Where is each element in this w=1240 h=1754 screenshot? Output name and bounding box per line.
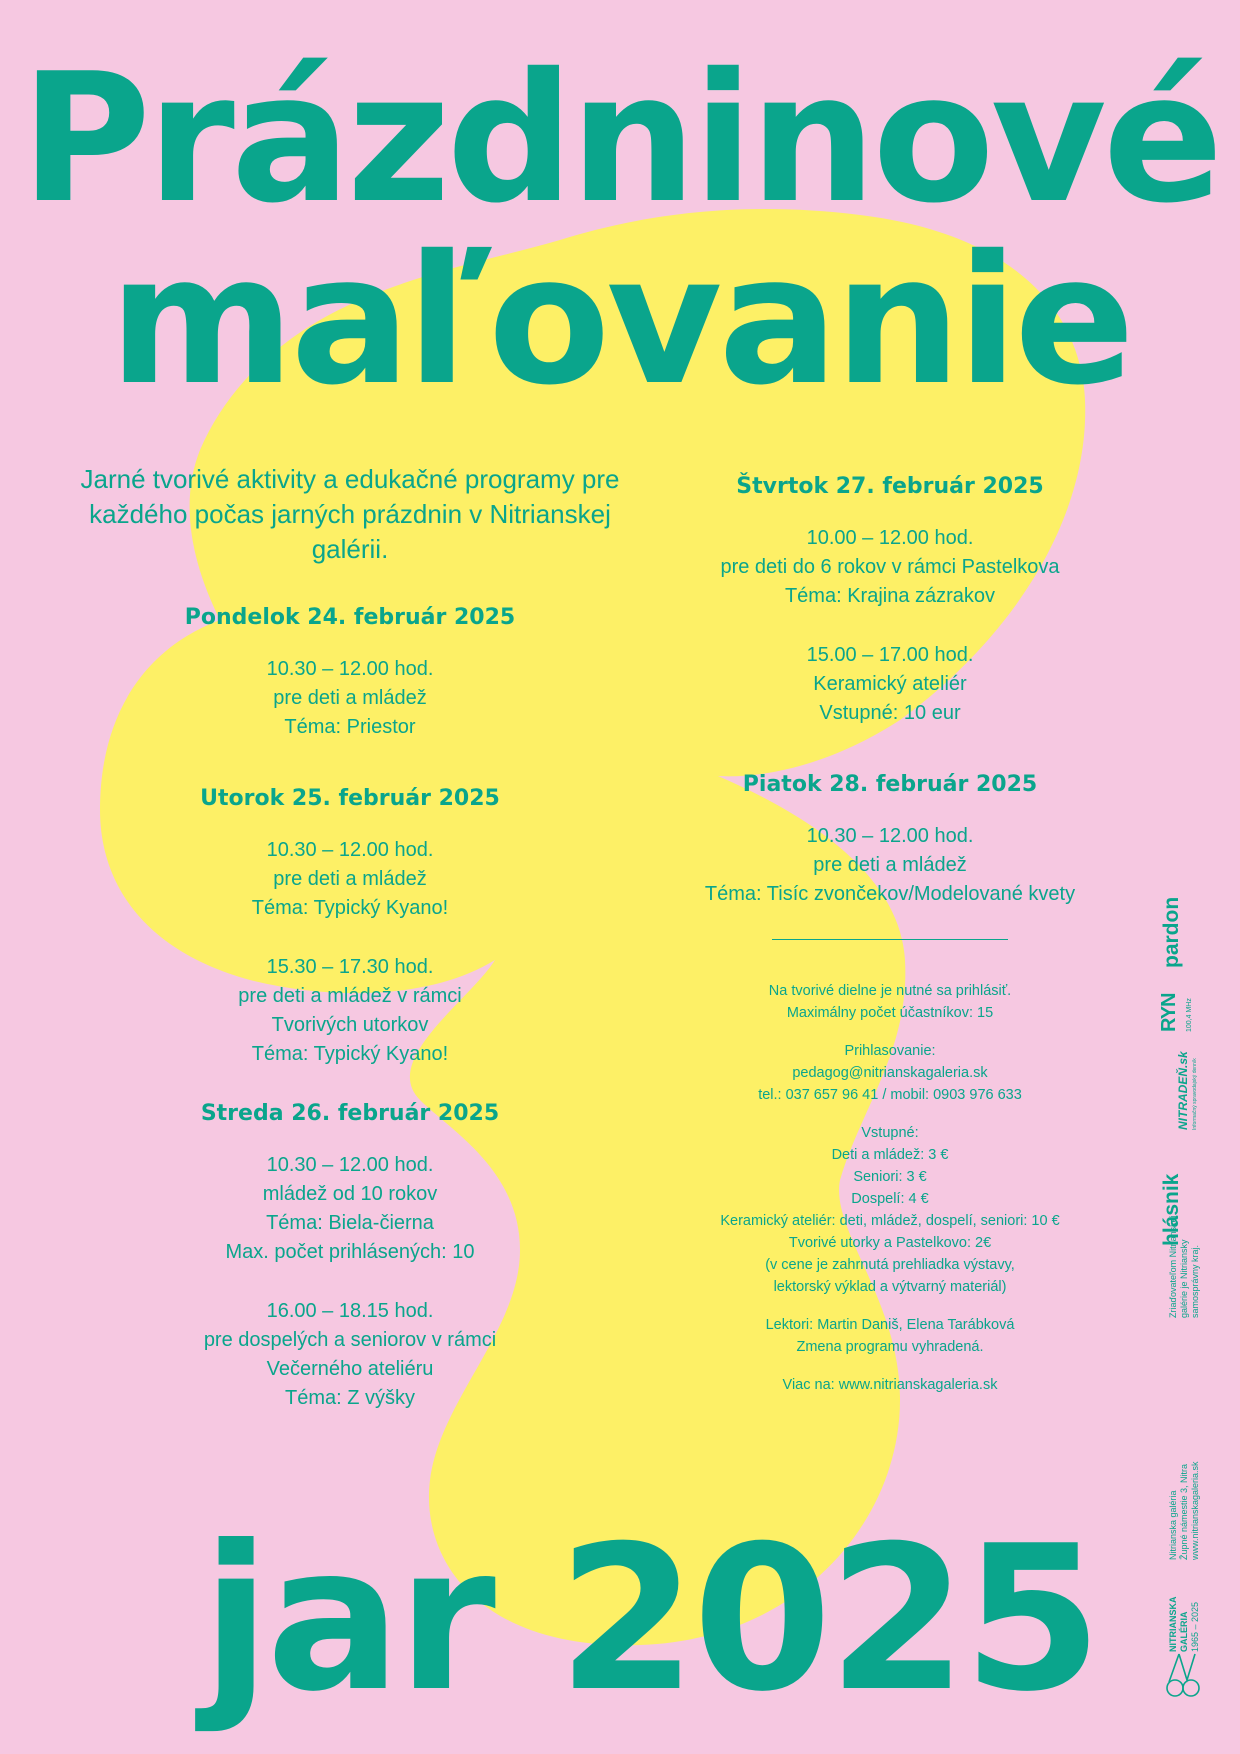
session-theme: Téma: Tisíc zvončekov/Modelované kvety — [704, 883, 1076, 905]
info-line: Zmena programu vyhradená. — [796, 1339, 984, 1355]
session — [650, 524, 1130, 611]
info-line: Na tvorivé dielne je nutné sa prihlásiť. — [768, 983, 1012, 999]
info-contact — [650, 1040, 1130, 1106]
info-line: Keramický ateliér: deti, mládež, dospelí, seniori: 10 € — [720, 1213, 1060, 1229]
session-time: 10.30 – 12.00 hod. — [266, 839, 434, 861]
day-heading: Štvrtok 27. február 2025 — [736, 474, 1044, 499]
info-line: Tvorivé utorky a Pastelkovo: 2€ — [788, 1235, 992, 1251]
session-theme: Téma: Z výšky — [284, 1387, 415, 1409]
session-theme: Téma: Krajina zázrakov — [784, 585, 996, 607]
info-line: (v cene je zahrnutá prehliadka výstavy, — [765, 1257, 1015, 1273]
session — [650, 822, 1130, 909]
session — [80, 655, 620, 742]
session-theme: Téma: Biela-čierna — [266, 1212, 434, 1234]
address-line: Župné námestie 3, Nitra — [1179, 1463, 1189, 1560]
right-column — [650, 472, 1130, 1412]
info-line: Maximálny počet účastníkov: 15 — [786, 1005, 994, 1021]
session-time: 10.30 – 12.00 hod. — [806, 825, 974, 847]
session-capacity: Max. počet prihlásených: 10 — [225, 1241, 475, 1263]
gallery-line: NITRIANSKA — [1168, 1596, 1178, 1652]
session — [80, 953, 620, 1069]
session-time: 10.00 – 12.00 hod. — [806, 527, 974, 549]
session-theme: Téma: Typický Kyano! — [251, 1043, 449, 1065]
session-audience: pre dospelých a seniorov v rámci — [203, 1329, 497, 1351]
left-column — [80, 462, 620, 1443]
session-audience: pre deti a mládež — [273, 868, 427, 890]
session-program: Večerného ateliéru — [266, 1358, 434, 1380]
session-time: 15.30 – 17.30 hod. — [266, 956, 434, 978]
session-audience: Keramický ateliér — [813, 673, 967, 695]
session-audience: pre deti a mládež — [273, 687, 427, 709]
address-text — [1168, 1461, 1201, 1560]
day-heading: Streda 26. február 2025 — [200, 1101, 500, 1126]
pardon-logo: pardon — [1160, 896, 1183, 968]
founder-text — [1168, 1215, 1201, 1318]
day-block-wednesday — [80, 1099, 620, 1413]
info-line: Prihlasovanie: — [844, 1043, 936, 1059]
day-heading: Pondelok 24. február 2025 — [184, 605, 516, 630]
day-heading: Piatok 28. február 2025 — [742, 772, 1038, 797]
info-registration-note — [650, 980, 1130, 1024]
founder-line: galérie je Nitriansky — [1179, 1239, 1189, 1318]
session-audience: pre deti do 6 rokov v rámci Pastelkova — [720, 556, 1060, 578]
info-line: Lektori: Martin Daniš, Elena Tarábková — [765, 1317, 1015, 1333]
founder-line: samosprávny kraj. — [1190, 1244, 1200, 1318]
nitraden-logo: NITRADEŇ.sk — [1176, 1051, 1190, 1130]
address-line: www.nitrianskagaleria.sk — [1190, 1461, 1200, 1560]
session-audience: pre deti a mládež — [813, 854, 967, 876]
address-line: Nitrianska galéria — [1168, 1490, 1178, 1560]
session-theme: Téma: Priestor — [284, 716, 416, 738]
info-line: Seniori: 3 € — [853, 1169, 927, 1185]
intro-text: Jarné tvorivé aktivity a edukačné programy pre každého počas jarných prázdnin v Nitrianskej galérii. — [80, 464, 620, 564]
session — [80, 1151, 620, 1267]
info-section — [650, 980, 1130, 1396]
nitraden-tagline: Informačný spravodajský denník — [1192, 1058, 1198, 1130]
session-theme: Téma: Typický Kyano! — [251, 897, 449, 919]
gallery-name-text — [1168, 1597, 1201, 1653]
poster-title-line1: Prázdninové — [20, 35, 1220, 242]
day-heading: Utorok 25. február 2025 — [200, 786, 500, 811]
session-time: 10.30 – 12.00 hod. — [266, 1154, 434, 1176]
poster-title-line2: maľovanie — [109, 217, 1131, 424]
ryn-frequency: 100,4 MHz — [1186, 998, 1193, 1032]
day-block-thursday — [650, 472, 1130, 728]
info-website — [650, 1374, 1130, 1396]
gallery-line: GALÉRIA — [1179, 1611, 1189, 1652]
founder-line: Zriaďovateľom Nitrianskej — [1168, 1215, 1178, 1318]
session — [650, 641, 1130, 728]
day-block-tuesday — [80, 784, 620, 1069]
day-block-monday — [80, 603, 620, 742]
session-time: 15.00 – 17.00 hod. — [806, 644, 974, 666]
info-line: Deti a mládež: 3 € — [831, 1147, 949, 1163]
session-time: 16.00 – 18.15 hod. — [266, 1300, 434, 1322]
contact-email[interactable]: pedagog@nitrianskagaleria.sk — [792, 1065, 988, 1081]
session-audience: mládež od 10 rokov — [262, 1183, 438, 1205]
session-price: Vstupné: 10 eur — [819, 702, 961, 724]
session — [80, 1297, 620, 1413]
session-time: 10.30 – 12.00 hod. — [266, 658, 434, 680]
ryn-logo: RYN — [1158, 993, 1180, 1032]
poster-bottom-title: jar 2025 — [201, 1503, 1099, 1736]
gallery-line: 1965 – 2025 — [1190, 1601, 1200, 1652]
gallery-60-logo-icon — [1165, 1646, 1201, 1706]
day-block-friday — [650, 770, 1130, 909]
session-program: Tvorivých utorkov — [271, 1014, 429, 1036]
info-line: lektorský výklad a výtvarný materiál) — [773, 1279, 1007, 1295]
info-lecturers — [650, 1314, 1130, 1358]
session-audience: pre deti a mládež v rámci — [238, 985, 462, 1007]
info-line: Dospelí: 4 € — [851, 1191, 929, 1207]
divider — [772, 939, 1008, 940]
website-link[interactable]: Viac na: www.nitrianskagaleria.sk — [782, 1377, 998, 1393]
contact-phone: tel.: 037 657 96 41 / mobil: 0903 976 633 — [758, 1087, 1022, 1103]
info-prices — [650, 1122, 1130, 1298]
hlasnik-logo: hlásnik — [1160, 1173, 1183, 1246]
session — [80, 836, 620, 923]
info-line: Vstupné: — [861, 1125, 919, 1141]
